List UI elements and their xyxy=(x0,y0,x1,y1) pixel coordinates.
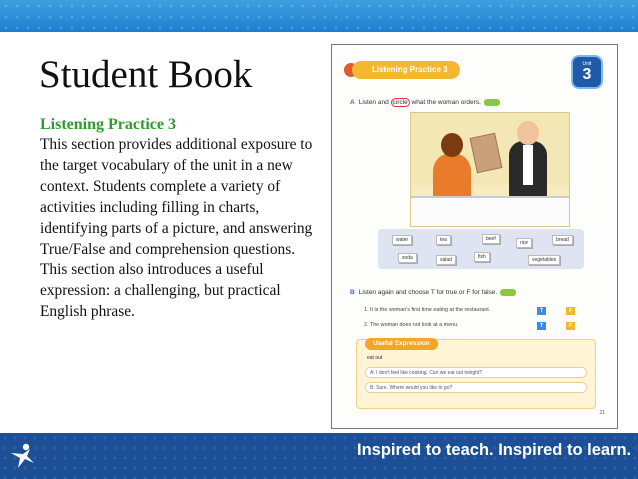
section-a-text-post: what the woman orders. xyxy=(411,99,481,107)
star-logo-icon xyxy=(8,441,38,471)
restaurant-illustration xyxy=(410,112,570,227)
word-bank-item: soda xyxy=(398,253,417,263)
word-bank-item: water xyxy=(392,235,412,245)
question-1: 1. It is the woman's first time eating at the restaurant. xyxy=(364,307,491,313)
unit-label: Unit xyxy=(582,61,592,67)
false-box: F xyxy=(566,307,575,315)
word-bank-item: bread xyxy=(552,235,573,245)
section-b-text: Listen again and choose T for true or F for false. xyxy=(358,289,498,297)
word-bank-item: fish xyxy=(474,252,490,262)
illustration-waiter-head xyxy=(517,121,539,145)
top-banner xyxy=(0,0,638,32)
section-a-instruction xyxy=(350,99,500,106)
word-bank-item: salad xyxy=(436,255,456,265)
word-bank-item: beef xyxy=(482,234,500,244)
useful-expression-line: B: Sure. Where would you like to go? xyxy=(365,382,587,393)
book-page-image xyxy=(334,47,615,426)
section-subheading: Listening Practice 3 xyxy=(40,116,176,133)
useful-expression-title: Useful Expression xyxy=(365,338,438,350)
useful-expression-phrase: eat out xyxy=(367,355,383,361)
section-a-circled-word: circle xyxy=(392,99,408,107)
false-box: F xyxy=(566,322,575,330)
word-bank xyxy=(378,229,584,269)
useful-expression-line: A: I don't feel like cooking. Can we eat out tonight? xyxy=(365,367,587,378)
slide-title: Student Book xyxy=(39,53,253,96)
true-box: T xyxy=(537,307,546,315)
section-a-tag: A xyxy=(350,99,355,107)
illustration-woman-head xyxy=(441,133,463,157)
illustration-table xyxy=(411,196,569,226)
word-bank-item: vegetables xyxy=(528,255,560,265)
illustration-waiter-shirt xyxy=(523,145,533,185)
unit-badge xyxy=(571,55,603,89)
true-box: T xyxy=(537,322,546,330)
section-description: This section provides additional exposure to the target vocabulary of the unit in a new context. Students complete a variety of activities including filling in charts, identifying parts of a picture, and answering True/False and comprehension questions. This section also introduces a useful expression: a challenging, but practical English phrase. xyxy=(40,136,313,321)
section-b-instruction xyxy=(350,289,516,296)
question-2: 2. The woman does not look at a menu. xyxy=(364,322,459,328)
word-bank-item: tea xyxy=(436,235,451,245)
audio-track-icon xyxy=(484,99,500,106)
word-bank-item: rice xyxy=(516,238,532,248)
audio-track-icon xyxy=(500,289,516,296)
footer-tagline: Inspired to teach. Inspired to learn. xyxy=(357,441,632,459)
useful-expression-box xyxy=(356,339,596,409)
unit-number: 3 xyxy=(582,66,592,83)
book-page-header: Listening Practice 3 xyxy=(352,61,460,79)
section-a-text-pre: Listen and xyxy=(358,99,389,107)
section-b-tag: B xyxy=(350,289,355,297)
book-page-number: 21 xyxy=(599,410,605,416)
